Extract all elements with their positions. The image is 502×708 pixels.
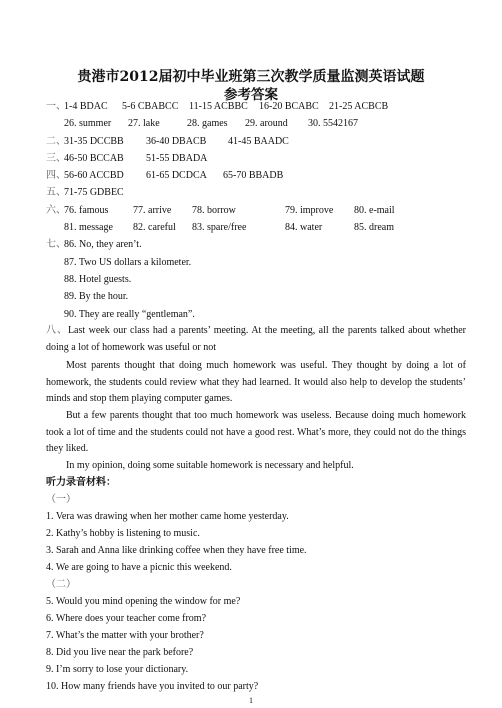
answer-item: 79. improve: [285, 205, 334, 216]
answer-item: 85. dream: [354, 222, 394, 233]
answer-item: 51-55 DBADA: [146, 153, 208, 164]
answer-item: 71-75 GDBEC: [64, 187, 124, 198]
answer-item: 78. borrow: [192, 205, 236, 216]
answer-item: 56-60 ACCBD: [64, 170, 124, 181]
answer-item: 31-35 DCCBB: [64, 136, 124, 147]
listening-line: 6. Where does your teacher come from?: [46, 613, 207, 624]
answer-item: 36-40 DBACB: [146, 136, 207, 147]
answer-item: 29. around: [245, 118, 288, 129]
section-number: 六、: [46, 205, 66, 216]
answer-item: 86. No, they aren’t.: [64, 239, 142, 250]
document-subtitle: 参考答案: [224, 87, 278, 103]
section-number: 五、: [46, 187, 66, 198]
answer-item: 41-45 BAADC: [228, 136, 289, 147]
listening-line: 10. How many friends have you invited to our party?: [46, 681, 259, 692]
answer-item: 87. Two US dollars a kilometer.: [64, 257, 192, 268]
answer-item: 27. lake: [128, 118, 160, 129]
listening-line: 4. We are going to have a picnic this weekend.: [46, 562, 232, 573]
answer-item: 80. e-mail: [354, 205, 395, 216]
answer-item: 30. 5542167: [308, 118, 358, 129]
listening-line: 5. Would you mind opening the window for me?: [46, 596, 241, 607]
listening-part1-label: （一）: [46, 494, 76, 505]
listening-line: 9. I’m sorry to lose your dictionary.: [46, 664, 189, 675]
answer-item: 76. famous: [64, 205, 109, 216]
section-number: 七、: [46, 239, 66, 250]
answer-item: 5-6 CBABCC: [122, 101, 179, 112]
answer-item: 77. arrive: [133, 205, 172, 216]
section-number: 一、: [46, 101, 66, 112]
answer-item: 90. They are really “gentleman”.: [64, 309, 195, 320]
answer-item: 46-50 BCCAB: [64, 153, 124, 164]
answer-item: 21-25 ACBCB: [329, 101, 389, 112]
listening-heading: 听力录音材料：: [46, 477, 116, 488]
answer-item: 84. water: [285, 222, 323, 233]
section-number: 二、: [46, 136, 66, 147]
answer-item: 1-4 BDAC: [64, 101, 108, 112]
answer-item: 61-65 DCDCA: [146, 170, 207, 181]
document-title: 贵港市2012届初中毕业班第三次教学质量监测英语试题: [77, 69, 425, 85]
answer-item: 26. summer: [64, 118, 112, 129]
listening-line: 1. Vera was drawing when her mother came home yesterday.: [46, 511, 289, 522]
listening-line: 7. What’s the matter with your brother?: [46, 630, 204, 641]
answer-item: 88. Hotel guests.: [64, 274, 132, 285]
essay-intro: [46, 323, 466, 356]
answer-item: 81. message: [64, 222, 113, 233]
answer-item: 65-70 BBADB: [223, 170, 284, 181]
section-number: 四、: [46, 170, 66, 181]
listening-part2-label: （二）: [46, 579, 76, 590]
answer-item: 89. By the hour.: [64, 291, 129, 302]
essay-paragraph-1: Most parents thought that doing much homework was useful. They thought by doing a lot of homework, the students could review what they had learned. It would also help to develop the students’ minds and stop them playing computer games.: [46, 360, 466, 404]
page-number: 1: [249, 696, 253, 705]
answer-item: 28. games: [187, 118, 228, 129]
answer-item: 83. spare/free: [192, 222, 247, 233]
section-number: 三、: [46, 153, 66, 164]
answer-item: 16-20 BCABC: [259, 101, 319, 112]
essay-intro-text: Last week our class had a parents’ meeting. At the meeting, all the parents talked about whether doing a lot of homework was useful or not: [46, 325, 466, 353]
answer-item: 82. careful: [133, 222, 176, 233]
listening-line: 3. Sarah and Anna like drinking coffee when they have free time.: [46, 545, 307, 556]
answer-item: 11-15 ACBBC: [189, 101, 248, 112]
essay-paragraph-2: But a few parents thought that too much homework was useless. Because doing much homework took a lot of time and the students could not have a good rest. What’s more, they could not do the things they liked.: [46, 410, 466, 454]
essay-paragraph-3: In my opinion, doing some suitable homework is necessary and helpful.: [66, 460, 354, 471]
listening-line: 2. Kathy’s hobby is listening to music.: [46, 528, 200, 539]
listening-line: 8. Did you live near the park before?: [46, 647, 194, 658]
section-number: 八、: [46, 325, 68, 336]
